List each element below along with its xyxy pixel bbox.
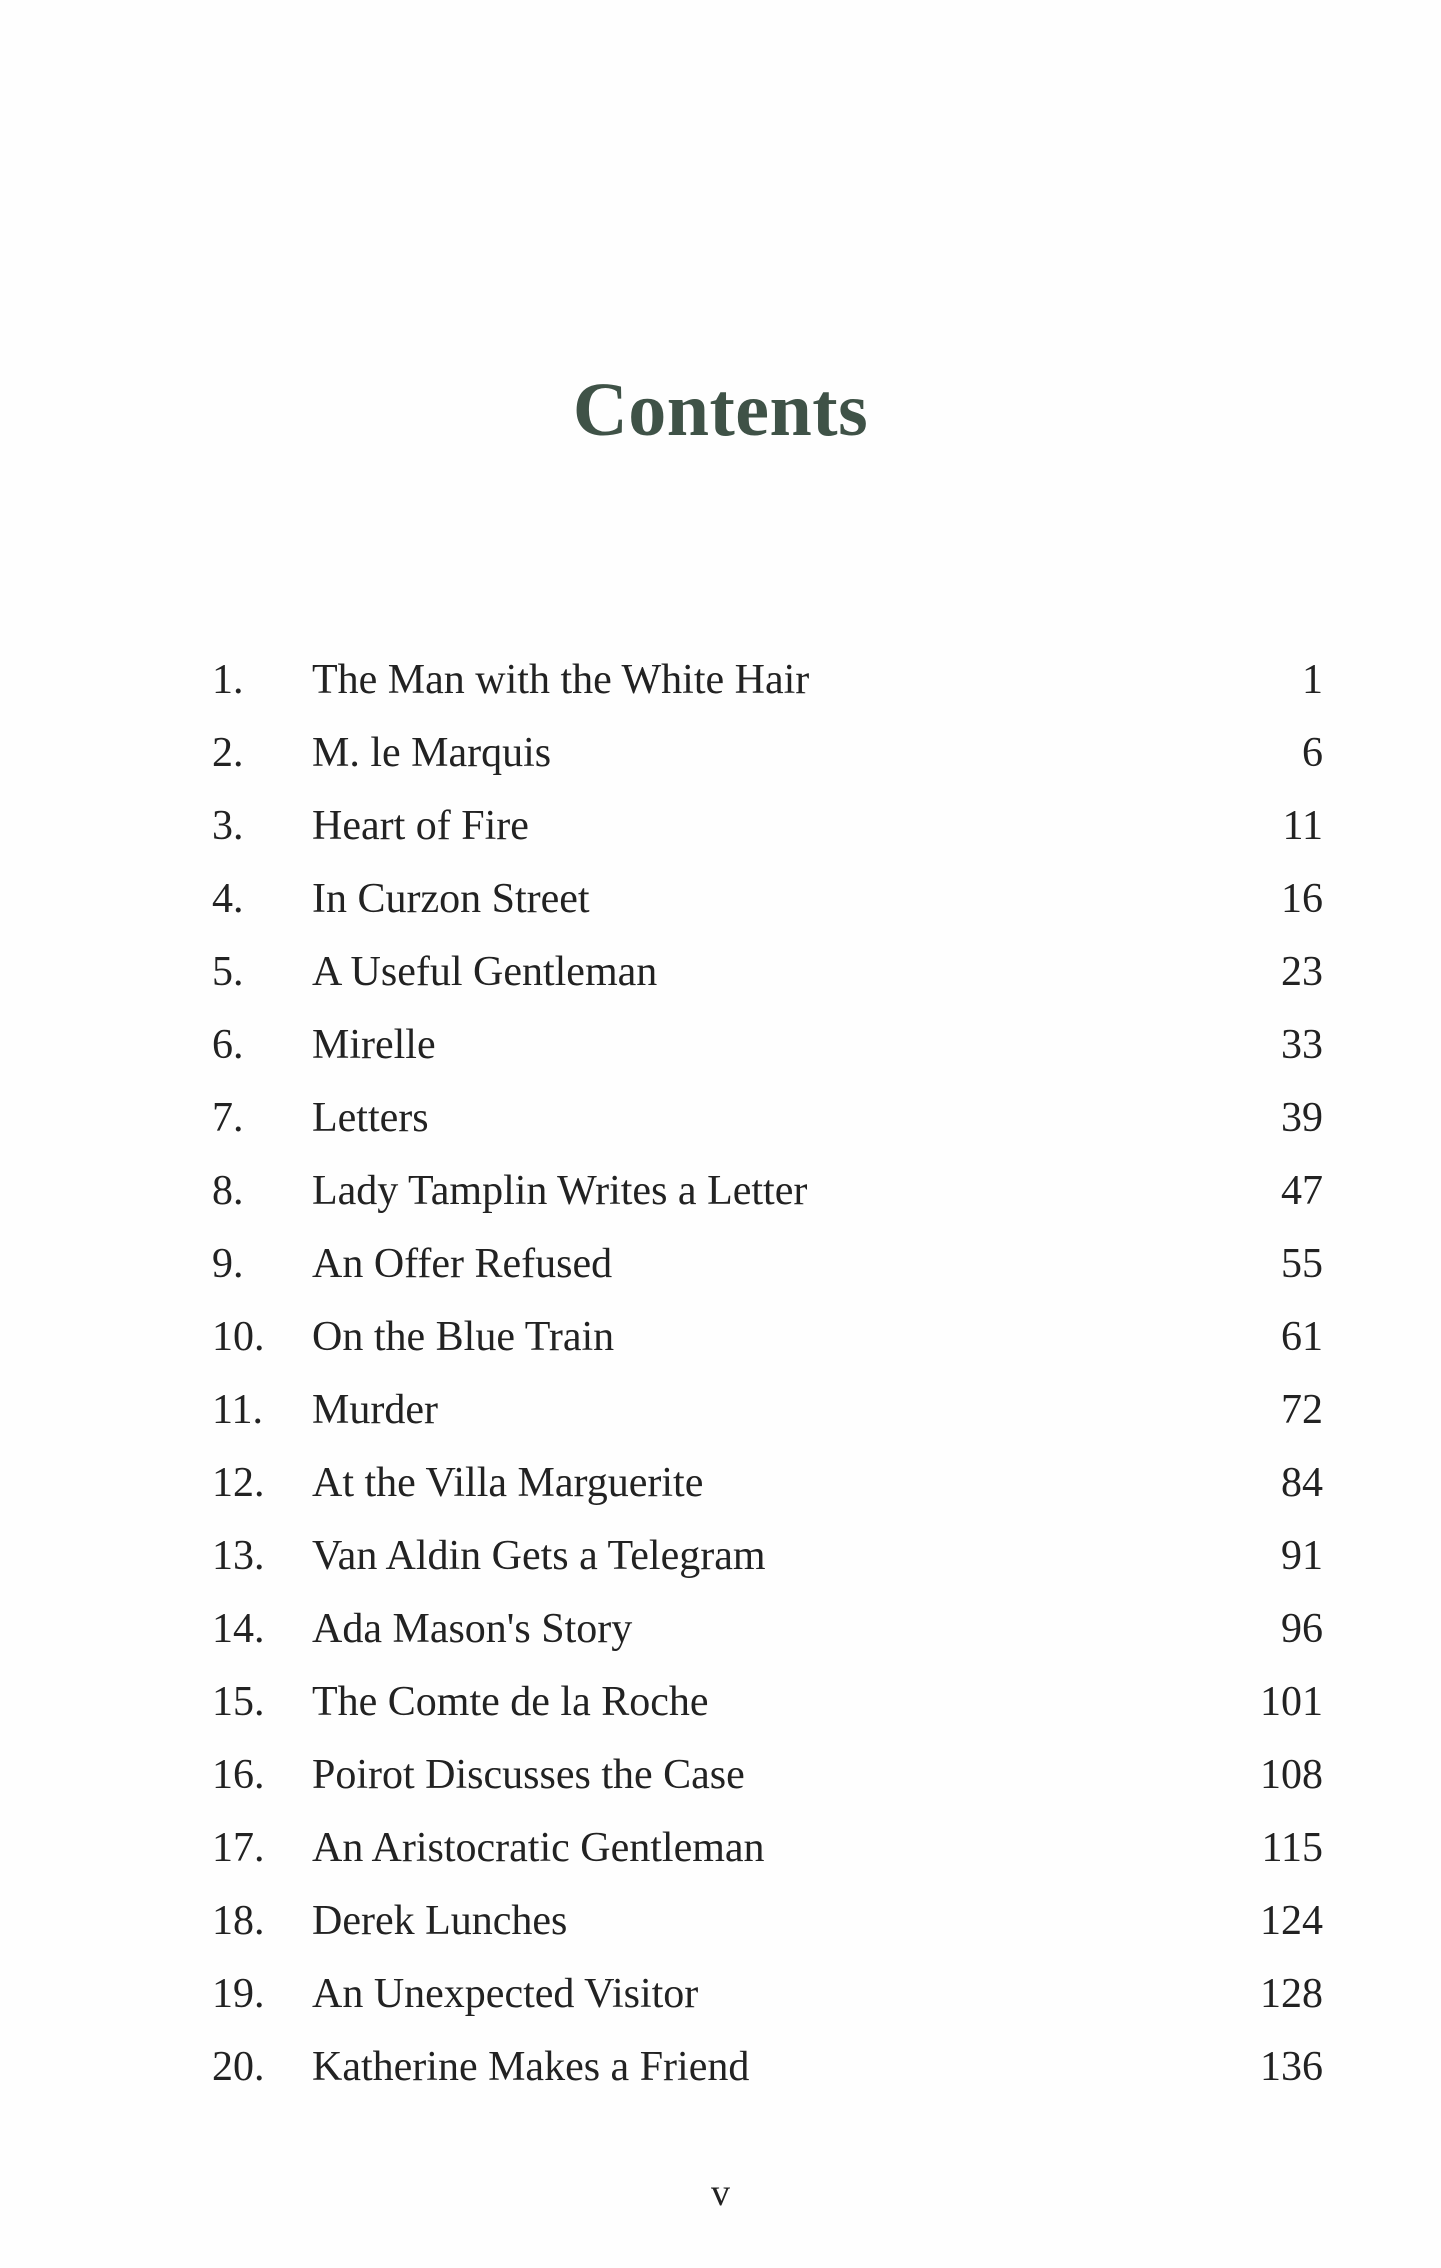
chapter-title: Ada Mason's Story bbox=[312, 1606, 633, 1652]
chapter-page-number: 96 bbox=[1281, 1606, 1323, 1652]
chapter-page-number: 11 bbox=[1282, 803, 1323, 849]
chapter-number: 19. bbox=[212, 1971, 265, 2017]
chapter-title: Derek Lunches bbox=[312, 1898, 568, 1944]
chapter-number: 10. bbox=[212, 1314, 265, 1360]
chapter-title: The Comte de la Roche bbox=[312, 1679, 709, 1725]
chapter-title: On the Blue Train bbox=[312, 1314, 615, 1360]
chapter-number: 7. bbox=[212, 1095, 244, 1141]
chapter-number: 14. bbox=[212, 1606, 265, 1652]
chapter-number: 20. bbox=[212, 2044, 265, 2090]
chapter-page-number: 72 bbox=[1281, 1387, 1323, 1433]
toc-entry bbox=[212, 1599, 1323, 1672]
chapter-number: 8. bbox=[212, 1168, 244, 1214]
chapter-number: 11. bbox=[212, 1387, 263, 1433]
chapter-page-number: 39 bbox=[1281, 1095, 1323, 1141]
toc-entry bbox=[212, 723, 1323, 796]
chapter-number: 17. bbox=[212, 1825, 265, 1871]
toc-entry bbox=[212, 1307, 1323, 1380]
chapter-title: An Offer Refused bbox=[312, 1241, 613, 1287]
toc-entry bbox=[212, 942, 1323, 1015]
toc-entry bbox=[212, 1672, 1323, 1745]
chapter-title: Poirot Discusses the Case bbox=[312, 1752, 745, 1798]
chapter-title: Murder bbox=[312, 1387, 438, 1433]
chapter-title: At the Villa Marguerite bbox=[312, 1460, 704, 1506]
toc-entry bbox=[212, 1088, 1323, 1161]
chapter-page-number: 61 bbox=[1281, 1314, 1323, 1360]
chapter-number: 13. bbox=[212, 1533, 265, 1579]
chapter-page-number: 23 bbox=[1281, 949, 1323, 995]
chapter-page-number: 108 bbox=[1260, 1752, 1323, 1798]
chapter-title: In Curzon Street bbox=[312, 876, 590, 922]
chapter-number: 9. bbox=[212, 1241, 244, 1287]
chapter-title: Mirelle bbox=[312, 1022, 436, 1068]
chapter-number: 5. bbox=[212, 949, 244, 995]
chapter-page-number: 124 bbox=[1260, 1898, 1323, 1944]
chapter-number: 12. bbox=[212, 1460, 265, 1506]
toc-entry bbox=[212, 1015, 1323, 1088]
toc-entry bbox=[212, 1745, 1323, 1818]
chapter-number: 16. bbox=[212, 1752, 265, 1798]
chapter-page-number: 16 bbox=[1281, 876, 1323, 922]
chapter-number: 4. bbox=[212, 876, 244, 922]
toc-entry bbox=[212, 1380, 1323, 1453]
chapter-number: 18. bbox=[212, 1898, 265, 1944]
chapter-page-number: 136 bbox=[1260, 2044, 1323, 2090]
chapter-page-number: 33 bbox=[1281, 1022, 1323, 1068]
chapter-number: 6. bbox=[212, 1022, 244, 1068]
page-folio: v bbox=[711, 2172, 730, 2214]
chapter-title: Van Aldin Gets a Telegram bbox=[312, 1533, 766, 1579]
chapter-title: Lady Tamplin Writes a Letter bbox=[312, 1168, 808, 1214]
toc-entry bbox=[212, 1964, 1323, 2037]
toc-entry bbox=[212, 2037, 1323, 2110]
chapter-page-number: 115 bbox=[1261, 1825, 1323, 1871]
table-of-contents bbox=[212, 650, 1323, 2110]
page-title: Contents bbox=[572, 367, 869, 452]
chapter-page-number: 84 bbox=[1281, 1460, 1323, 1506]
chapter-page-number: 6 bbox=[1302, 730, 1323, 776]
chapter-page-number: 1 bbox=[1302, 657, 1323, 703]
chapter-number: 2. bbox=[212, 730, 244, 776]
toc-entry bbox=[212, 1234, 1323, 1307]
chapter-page-number: 91 bbox=[1281, 1533, 1323, 1579]
chapter-page-number: 55 bbox=[1281, 1241, 1323, 1287]
chapter-title: Letters bbox=[312, 1095, 429, 1141]
toc-entry bbox=[212, 1526, 1323, 1599]
toc-entry bbox=[212, 1161, 1323, 1234]
chapter-title: M. le Marquis bbox=[312, 730, 552, 776]
chapter-title: Heart of Fire bbox=[312, 803, 529, 849]
chapter-number: 15. bbox=[212, 1679, 265, 1725]
chapter-title: Katherine Makes a Friend bbox=[312, 2044, 750, 2090]
chapter-number: 3. bbox=[212, 803, 244, 849]
chapter-title: A Useful Gentleman bbox=[312, 949, 658, 995]
toc-entry bbox=[212, 1891, 1323, 1964]
toc-entry bbox=[212, 869, 1323, 942]
chapter-title: An Aristocratic Gentleman bbox=[312, 1825, 765, 1871]
chapter-title: An Unexpected Visitor bbox=[312, 1971, 699, 2017]
toc-entry bbox=[212, 650, 1323, 723]
chapter-page-number: 47 bbox=[1281, 1168, 1323, 1214]
chapter-title: The Man with the White Hair bbox=[312, 657, 810, 703]
toc-entry bbox=[212, 796, 1323, 869]
chapter-number: 1. bbox=[212, 657, 244, 703]
toc-entry bbox=[212, 1818, 1323, 1891]
chapter-page-number: 101 bbox=[1260, 1679, 1323, 1725]
toc-entry bbox=[212, 1453, 1323, 1526]
chapter-page-number: 128 bbox=[1260, 1971, 1323, 2017]
